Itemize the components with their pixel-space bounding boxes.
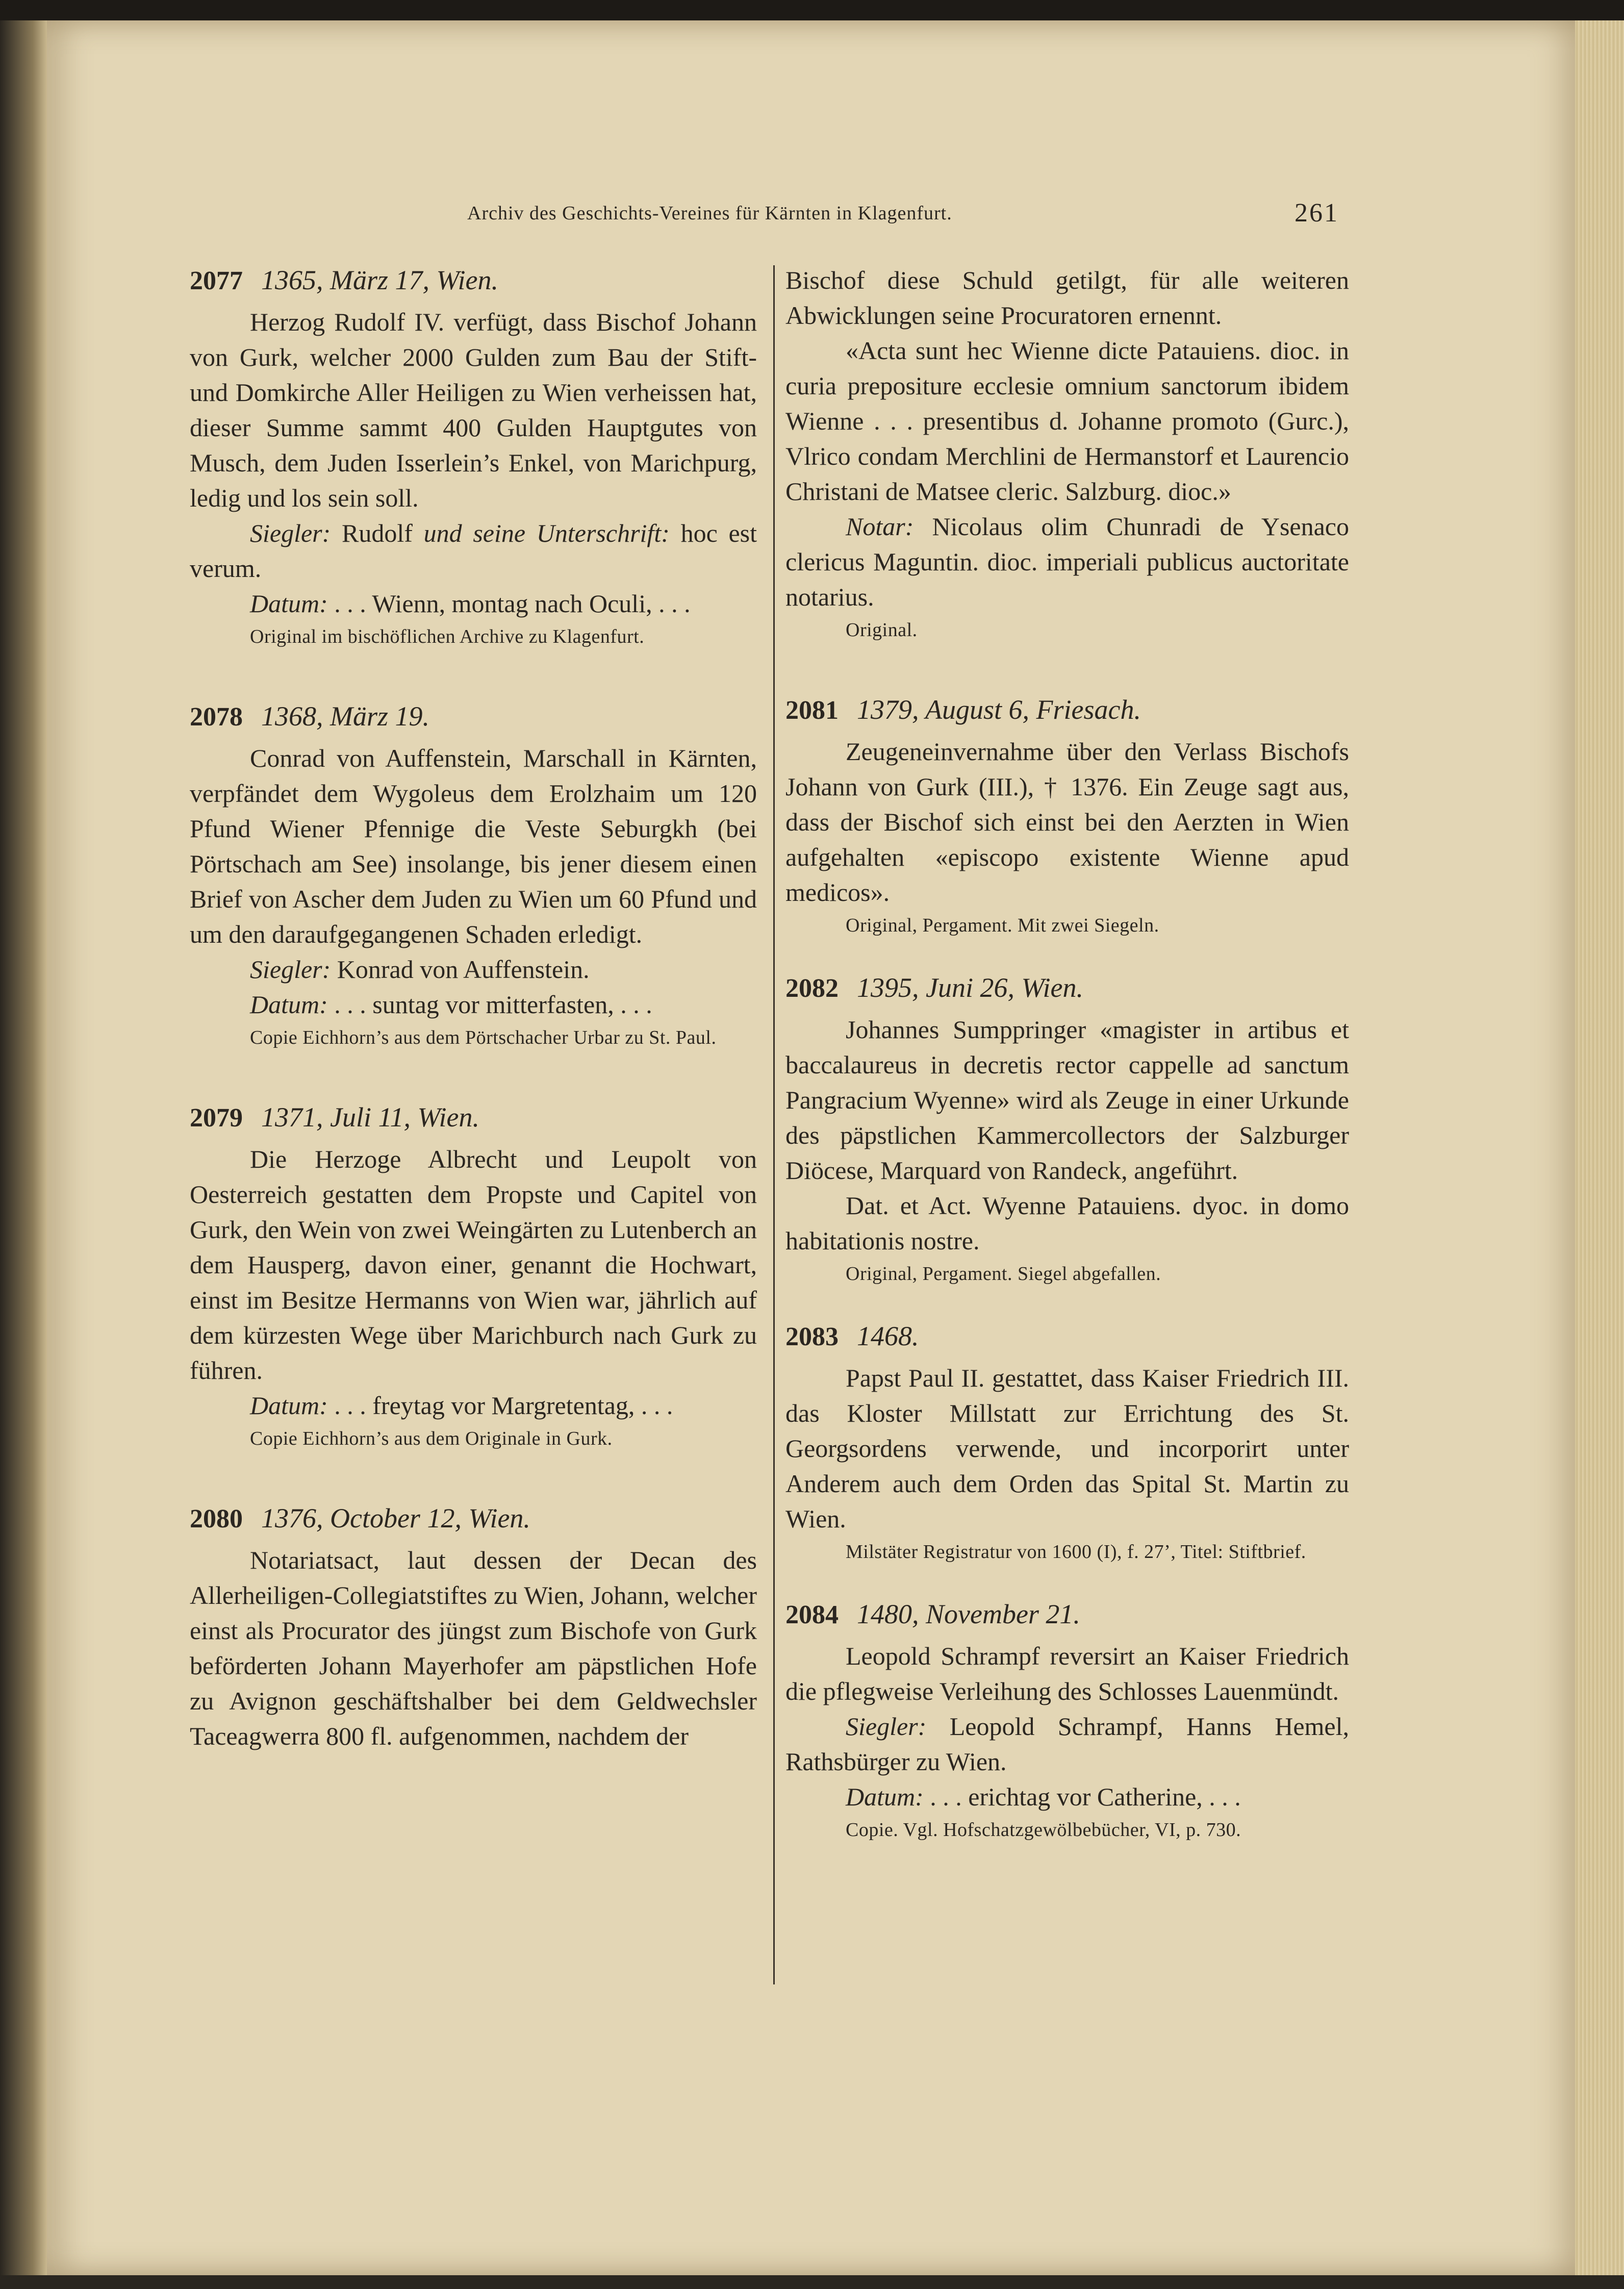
entry-2079 [190, 1100, 757, 1453]
entry-2080 [190, 1501, 757, 1754]
right-column [785, 263, 1349, 1844]
datum-text: . . . Wienn, montag nach Oculi, . . . [334, 589, 691, 618]
entry-heading [190, 1501, 757, 1537]
notar-line [785, 509, 1349, 615]
entry-date: 1379, August 6, Friesach. [857, 694, 1141, 725]
entry-date: 1365, März 17, Wien. [261, 265, 498, 295]
entry-heading [785, 692, 1349, 728]
entry-text: Leopold Schrampf reversirt an Kaiser Friedrich die pflegweise Verleihung des Schlosses Lauenmündt. [785, 1642, 1349, 1705]
page-edges [1575, 20, 1624, 2275]
source-note: Copie. Vgl. Hofschatzgewölbebücher, VI, p. 730. [846, 1819, 1241, 1841]
siegler-line [190, 952, 757, 987]
entry-text: Johannes Sumppringer «magister in artibus et baccalaureus in decretis rector cappelle ad sanctum Pangracium Wyenne» wird als Zeuge in einer Urkunde des päpstlichen Kammercollectors der Salzburger Diöcese, Marquard von Randeck, angeführt. [785, 1015, 1349, 1185]
entry-text: Papst Paul II. gestattet, dass Kaiser Friedrich III. das Kloster Millstatt zur Errichtung des St. Georgsordens verwende, und incorporirt unter Anderem auch dem Orden das Spital St. Martin zu Wien. [785, 1364, 1349, 1533]
entry-text: Zeugeneinvernahme über den Verlass Bischofs Johann von Gurk (III.), † 1376. Ein Zeuge sagt aus, dass der Bischof sich einst bei den Aerzten in Wien aufgehalten «episcopo existente Wienne apud medicos». [785, 737, 1349, 907]
datum-text: . . . freytag vor Margretentag, . . . [334, 1391, 673, 1420]
entry-number: 2083 [785, 1322, 839, 1351]
left-column [190, 263, 757, 1754]
datum-label: Datum: [846, 1782, 924, 1811]
entry-2084 [785, 1597, 1349, 1844]
datum-label: Datum: [250, 990, 328, 1019]
entry-number: 2082 [785, 974, 839, 1003]
entry-2078 [190, 699, 757, 1052]
entry-heading [785, 1319, 1349, 1354]
entry-text: Die Herzoge Albrecht und Leupolt von Oesterreich gestatten dem Propste und Capitel von Gurk, den Wein von zwei Weingärten zu Lutenberch an dem Hausperg, davon einer, genannt die Hochwart, einst im Besitze Hermanns von Wien war, jährlich auf dem kürzesten Wege über Marichburch nach Gurk zu führen. [190, 1145, 757, 1385]
siegler-text: Rudolf [342, 519, 413, 547]
entry-text: Conrad von Auffenstein, Marschall in Kärnten, verpfändet dem Wygoleus dem Erolzhaim um 120 Pfund Wiener Pfennige die Veste Seburgkh (bei Pörtschach am See) insolange, bis jener diesem einen Brief von Ascher dem Juden zu Wien um 60 Pfund und um den daraufgegangenen Schaden erledigt. [190, 744, 757, 948]
siegler-text-end: hoc est verum. [190, 519, 757, 583]
entry-number: 2081 [785, 696, 839, 725]
running-header [0, 198, 1624, 233]
entry-text-dated: Dat. et Act. Wyenne Patauiens. dyoc. in domo habitationis nostre. [785, 1191, 1349, 1255]
entry-text-continued: Bischof diese Schuld getilgt, für alle weiteren Abwicklungen seine Procuratoren ernennt. [785, 266, 1349, 330]
notar-text: Nicolaus olim Chunradi de Ysenaco clericus Maguntin. dioc. imperiali publicus auctoritate notarius. [785, 512, 1349, 611]
entry-text: Notariatsact, laut dessen der Decan des Allerheiligen-Collegiatstiftes zu Wien, Johann, welcher einst als Procurator des jüngst zum Bischofe von Gurk beförderten Johann Mayerhofer am päpstlichen Hofe zu Avignon geschäftshalber bei dem Geldwechsler Taceagwerra 800 fl. aufgenommen, nachdem der [190, 1546, 757, 1750]
column-divider [773, 265, 775, 1984]
entry-date: 1368, März 19. [261, 701, 430, 732]
running-title: Archiv des Geschichts-Vereines für Kärnten in Klagenfurt. [467, 203, 952, 224]
entry-date: 1468. [857, 1321, 919, 1351]
entry-date: 1376, October 12, Wien. [261, 1503, 530, 1533]
entry-text: Herzog Rudolf IV. verfügt, dass Bischof Johann von Gurk, welcher 2000 Gulden zum Bau der Stift- und Domkirche Aller Heiligen zu Wien verheissen hat, dieser Summe sammt 400 Gulden Hauptgutes von Musch, dem Juden Isserlein’s Enkel, von Marichpurg, ledig und los sein soll. [190, 308, 757, 512]
datum-line [190, 586, 757, 621]
book-spine-shadow [0, 20, 47, 2275]
notar-label: Notar: [846, 512, 914, 541]
source-note: Copie Eichhorn’s aus dem Pörtschacher Urbar zu St. Paul. [250, 1027, 717, 1048]
siegler-label: Siegler: [250, 955, 331, 984]
siegler-text-italic: und seine Unterschrift: [423, 519, 670, 547]
entry-date: 1371, Juli 11, Wien. [261, 1102, 479, 1133]
entry-heading [190, 699, 757, 735]
entry-number: 2084 [785, 1600, 839, 1629]
siegler-line [190, 516, 757, 586]
source-note: Copie Eichhorn’s aus dem Originale in Gurk. [250, 1428, 613, 1449]
entry-date: 1395, Juni 26, Wien. [857, 972, 1083, 1003]
datum-label: Datum: [250, 589, 328, 618]
entry-number: 2077 [190, 266, 243, 295]
entry-quote: «Acta sunt hec Wienne dicte Patauiens. dioc. in curia prepositure ecclesie omnium sanctorum ibidem Wienne . . . presentibus d. Johanne promoto (Gurc.), Vlrico condam Merchlini de Hermanstorf et Laurencio Christani de Matsee cleric. Salzburg. dioc.» [785, 336, 1349, 506]
source-note: Original. [846, 619, 918, 641]
entry-heading [785, 1597, 1349, 1632]
datum-text: . . . suntag vor mitterfasten, . . . [334, 990, 652, 1019]
datum-line [190, 1388, 757, 1423]
datum-label: Datum: [250, 1391, 328, 1420]
entry-heading [190, 263, 757, 298]
source-note: Original im bischöflichen Archive zu Klagenfurt. [250, 626, 645, 647]
entry-date: 1480, November 21. [857, 1599, 1080, 1629]
entry-2080-continued [785, 263, 1349, 644]
source-note: Milstäter Registratur von 1600 (I), f. 27’, Titel: Stiftbrief. [846, 1541, 1306, 1563]
siegler-text: Leopold Schrampf, Hanns Hemel, Rathsbürger zu Wien. [785, 1712, 1350, 1776]
scan-border [0, 0, 1624, 20]
siegler-text: Konrad von Auffenstein. [337, 955, 590, 984]
entry-number: 2079 [190, 1103, 243, 1133]
source-note: Original, Pergament. Siegel abgefallen. [846, 1263, 1161, 1285]
entry-2083 [785, 1319, 1349, 1566]
datum-line [190, 987, 757, 1022]
entry-number: 2080 [190, 1504, 243, 1533]
siegler-label: Siegler: [250, 519, 331, 547]
entry-2082 [785, 970, 1349, 1288]
page-number: 261 [1295, 198, 1339, 228]
source-note: Original, Pergament. Mit zwei Siegeln. [846, 915, 1159, 936]
datum-text: . . . erichtag vor Catherine, . . . [930, 1782, 1241, 1811]
entry-heading [190, 1100, 757, 1136]
datum-line [785, 1779, 1349, 1815]
entry-2077 [190, 263, 757, 651]
entry-2081 [785, 692, 1349, 940]
entry-number: 2078 [190, 702, 243, 732]
entry-heading [785, 970, 1349, 1006]
siegler-line [785, 1709, 1349, 1779]
siegler-label: Siegler: [846, 1712, 927, 1741]
